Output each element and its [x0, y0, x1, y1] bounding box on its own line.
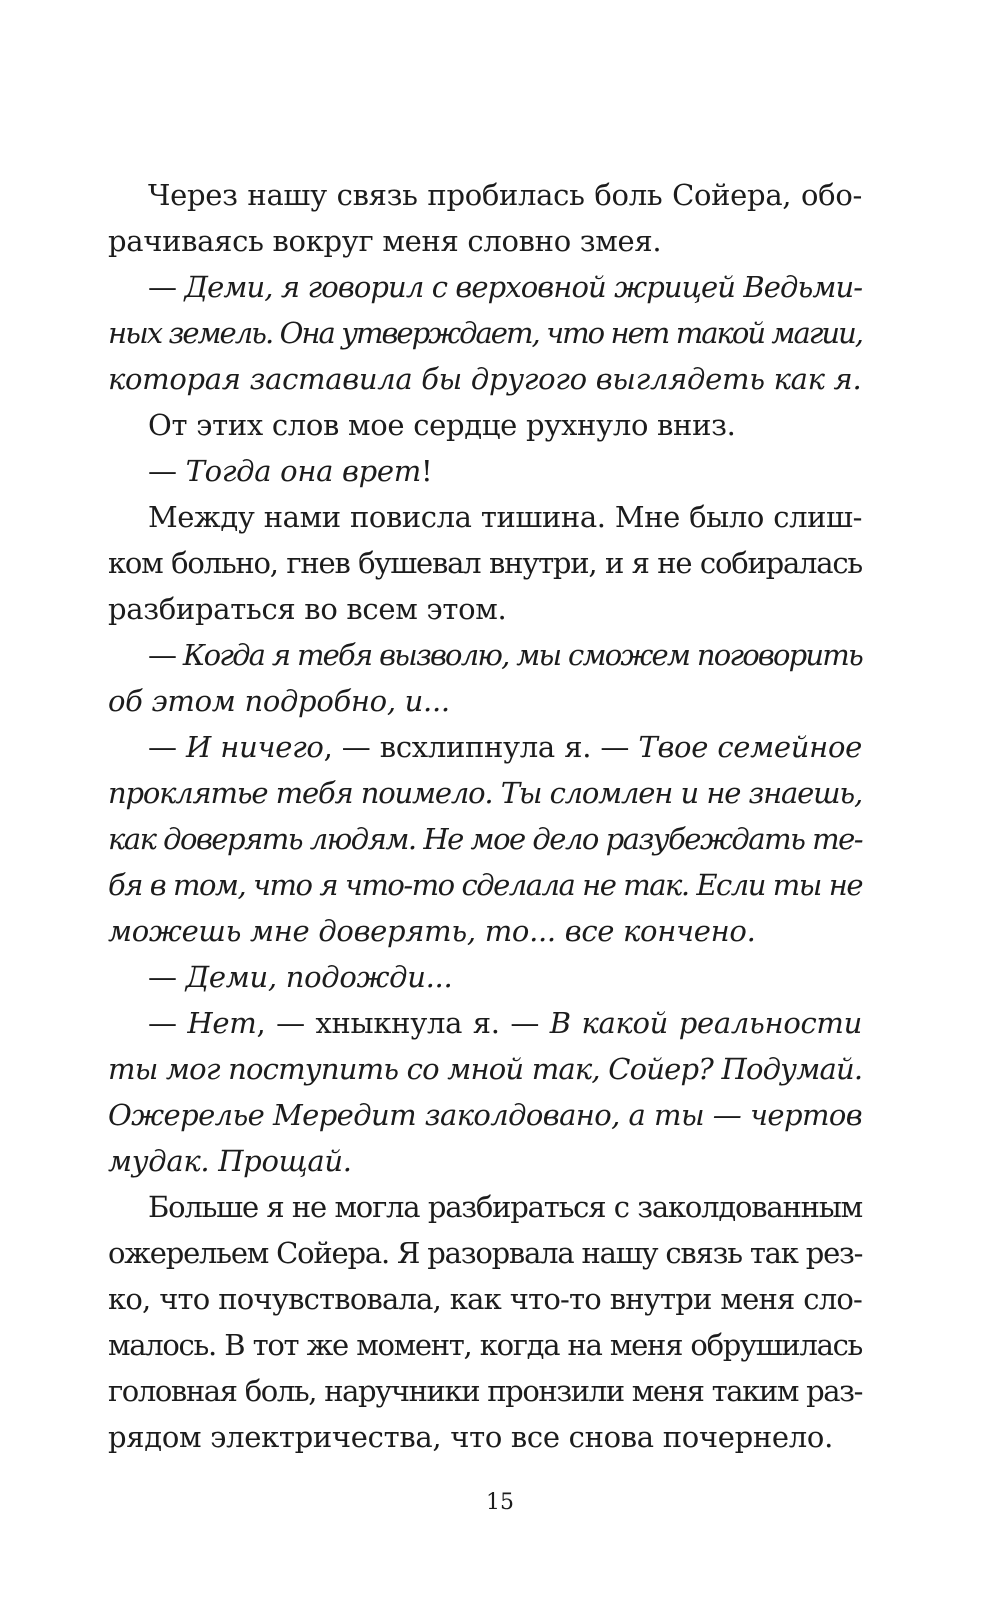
text-line: малось. В тот же момент, когда на меня обрушилась	[108, 1328, 862, 1362]
dialogue-line: — Деми, подожди...	[148, 960, 453, 994]
text-line: ожерельем Сойера. Я разорвала нашу связь так рез-	[108, 1236, 863, 1270]
text-line: рачиваясь вокруг меня словно змея.	[108, 224, 662, 258]
dialogue-line: как доверять людям. Не мое дело разубеждать те-	[108, 822, 863, 856]
dialogue-line: можешь мне доверять, то... все кончено.	[108, 914, 756, 948]
dialogue-line: — Деми, я говорил с верховной жрицей Ведьми-	[148, 270, 863, 304]
text-line: разбираться во всем этом.	[108, 592, 507, 626]
dialogue-line: Ожерелье Мередит заколдовано, а ты — чертов	[108, 1098, 862, 1132]
text-line: Больше я не могла разбираться с заколдованным	[148, 1190, 862, 1224]
page-text	[108, 172, 862, 1460]
dialogue-line: которая заставила бы другого выглядеть как я.	[108, 362, 862, 396]
dialogue-line: мудак. Прощай.	[108, 1144, 352, 1178]
dialogue-line: проклятье тебя поимело. Ты сломлен и не знаешь,	[108, 776, 862, 810]
text-line: головная боль, наручники пронзили меня таким раз-	[108, 1374, 862, 1408]
text-line: ко, что почувствовала, как что-то внутри меня сло-	[108, 1282, 862, 1316]
dialogue-line: — Нет, — хныкнула я. — В какой реальности	[148, 1006, 862, 1040]
dialogue-line: — Когда я тебя вызволю, мы сможем поговорить	[148, 638, 862, 672]
text-line: Через нашу связь пробилась боль Сойера, обо-	[148, 178, 862, 212]
dialogue-line: — И ничего, — всхлипнула я. — Твое семейное	[148, 730, 862, 764]
text-line: Между нами повисла тишина. Мне было слиш-	[148, 500, 862, 534]
text-line: От этих слов мое сердце рухнуло вниз.	[148, 408, 736, 442]
dialogue-line: об этом подробно, и...	[108, 684, 450, 718]
text-line: ком больно, гнев бушевал внутри, и я не собиралась	[108, 546, 862, 580]
dialogue-line: ных земель. Она утверждает, что нет такой магии,	[108, 316, 862, 350]
dialogue-line: — Тогда она врет!	[148, 454, 433, 488]
dialogue-line: ты мог поступить со мной так, Сойер? Подумай.	[108, 1052, 863, 1086]
dialogue-line: бя в том, что я что-то сделала не так. Если ты не	[108, 868, 862, 902]
page-number: 15	[486, 1490, 514, 1515]
text-line: рядом электричества, что все снова почернело.	[108, 1420, 833, 1454]
